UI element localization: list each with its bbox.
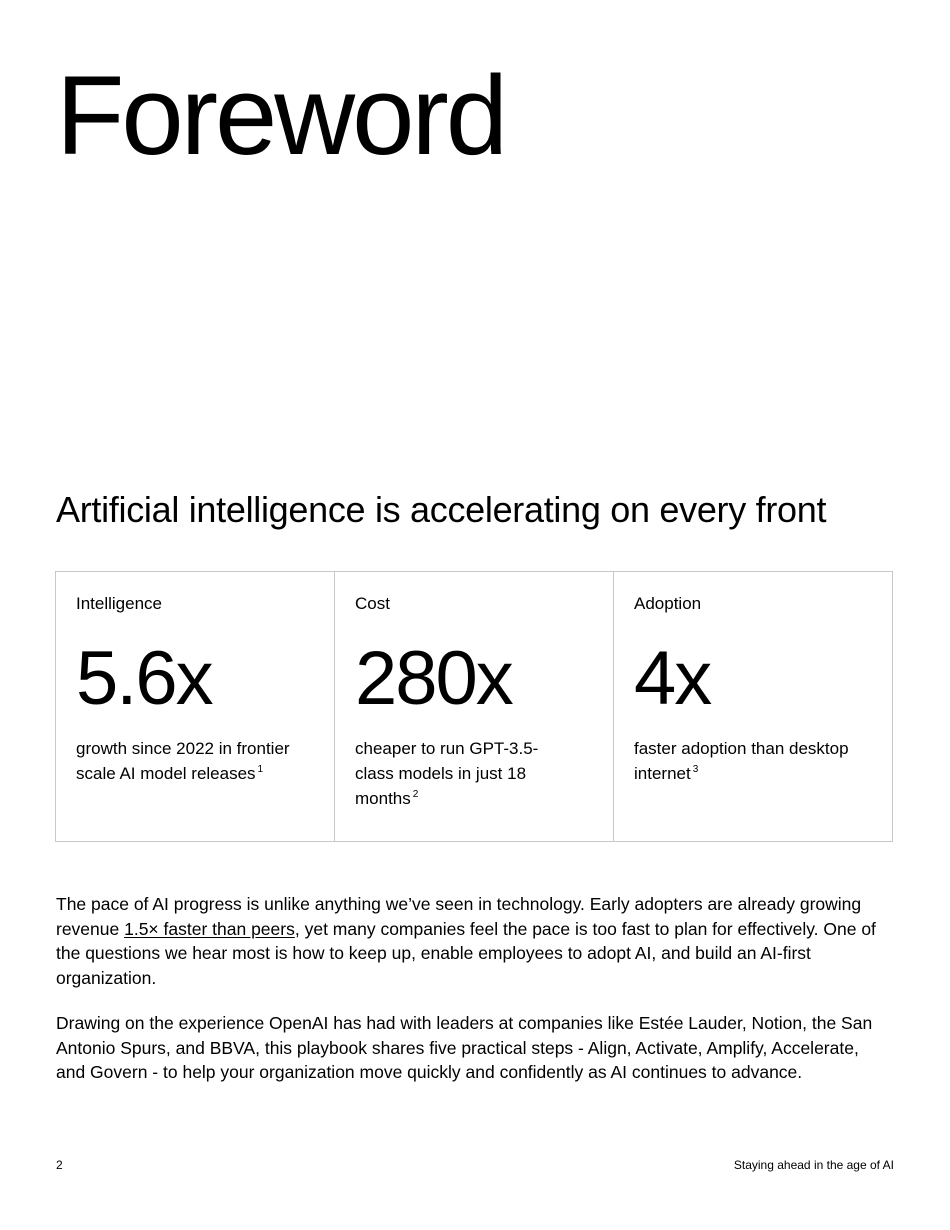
stat-label: Intelligence xyxy=(76,594,163,613)
stat-value: 5.6x xyxy=(76,636,212,721)
footnote-marker: 3 xyxy=(692,764,699,776)
stat-description xyxy=(634,736,849,786)
footnote-marker: 2 xyxy=(412,789,419,801)
stat-description xyxy=(76,736,291,786)
stat-value: 4x xyxy=(634,636,711,721)
stat-label: Adoption xyxy=(634,594,702,613)
body-paragraph: Drawing on the experience OpenAI has had with leaders at companies like Estée Lauder, Notion, the San Antonio Spurs, and BBVA, this playbook shares five practical steps - Align, Activate, Amplify, Accelerate, and Govern - to help your organization move quickly and confidently as AI continues to advance. xyxy=(56,1013,873,1082)
page-number: 2 xyxy=(56,1158,63,1172)
stat-card-cost xyxy=(335,572,614,841)
stat-card-adoption xyxy=(614,572,892,841)
stat-description xyxy=(355,736,570,811)
revenue-growth-link[interactable]: 1.5× faster than peers xyxy=(124,918,295,939)
stat-description-text: faster adoption than desktop internet xyxy=(634,739,849,783)
stat-card-intelligence xyxy=(56,572,335,841)
body-paragraph xyxy=(56,892,886,990)
footnote-marker: 1 xyxy=(257,764,264,776)
stats-grid xyxy=(55,571,893,842)
stat-value: 280x xyxy=(355,636,512,721)
stat-description-text: growth since 2022 in frontier scale AI model releases xyxy=(76,739,290,783)
paragraph-text: , yet many companies feel the pace is too fast to plan for effectively. One of the questions we hear most is how to keep up, enable employees to adopt AI, and build an AI-first organization. xyxy=(56,918,876,988)
stat-label: Cost xyxy=(355,594,390,613)
section-heading: Artificial intelligence is accelerating on every front xyxy=(56,489,827,530)
stat-description-text: cheaper to run GPT-3.5-class models in just 18 months xyxy=(355,739,539,808)
footer-document-title: Staying ahead in the age of AI xyxy=(733,1158,894,1172)
paragraph-text: The pace of AI progress is unlike anything we’ve seen in technology. Early adopters are already growing revenue xyxy=(56,894,862,939)
page-title: Foreword xyxy=(56,53,506,178)
